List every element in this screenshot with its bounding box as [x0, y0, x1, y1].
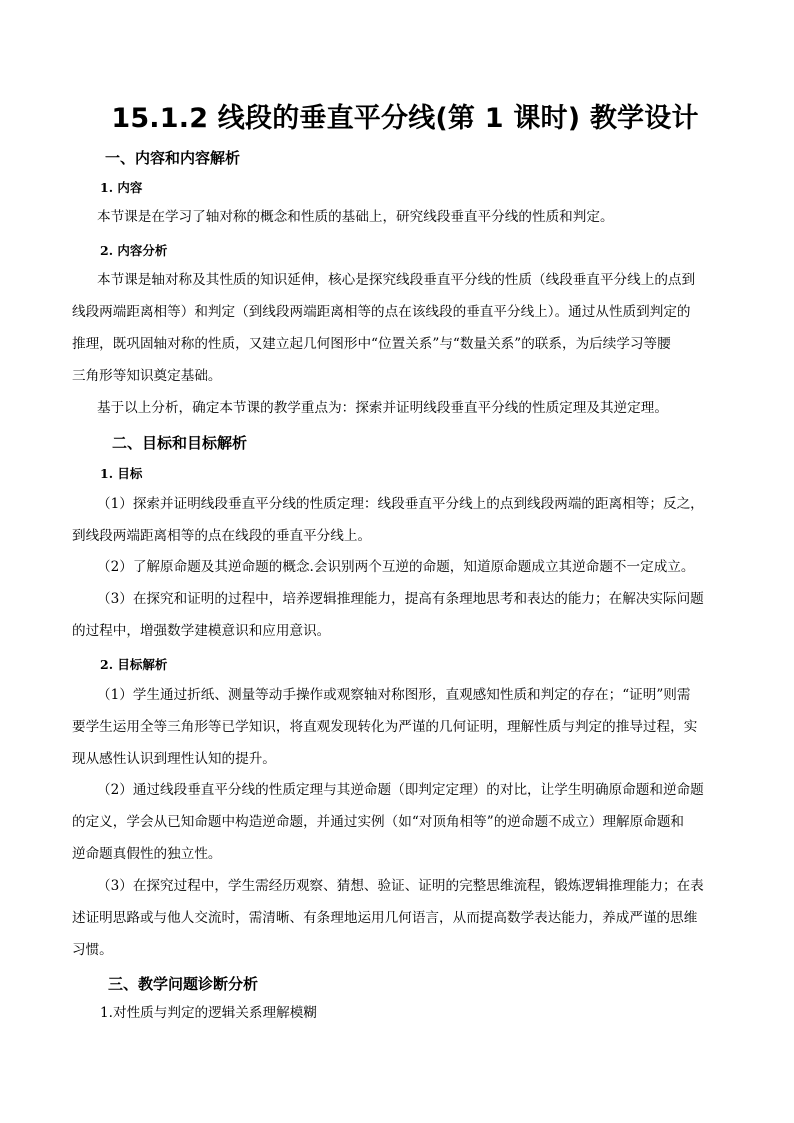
diagnosis-item: 1.对性质与判定的逻辑关系理解模糊 — [100, 1005, 317, 1021]
analysis-line: 现从感性认识到理性认知的提升。 — [72, 751, 276, 767]
section-heading-1: 一、内容和内容解析 — [105, 149, 241, 167]
goal-line: 到线段两端距离相等的点在线段的垂直平分线上。 — [72, 528, 372, 544]
analysis-line: 逆命题真假性的独立性。 — [72, 846, 222, 862]
paragraph-line: 三角形等知识奠定基础。 — [72, 368, 222, 384]
document-title: 15.1.2 线段的垂直平分线(第 1 课时) 教学设计 — [111, 103, 699, 134]
analysis-line: 述证明思路或与他人交流时，需清晰、有条理地运用几何语言，从而提高数学表达能力，养成严谨的思维 — [72, 910, 698, 926]
paragraph-line: 本节课是轴对称及其性质的知识延伸，核心是探究线段垂直平分线的性质（线段垂直平分线上的点到 — [97, 272, 696, 288]
goal-line: （3）在探究和证明的过程中，培养逻辑推理能力，提高有条理地思考和表达的能力；在解决实际问题 — [97, 591, 704, 607]
section-heading-3: 三、教学问题诊断分析 — [108, 975, 259, 993]
analysis-line: （2）通过线段垂直平分线的性质定理与其逆命题（即判定定理）的对比，让学生明确原命题和逆命题 — [97, 782, 704, 798]
analysis-line: 习惯。 — [72, 942, 113, 958]
goal-line: 的过程中，增强数学建模意识和应用意识。 — [72, 623, 331, 639]
section-heading-2: 二、目标和目标解析 — [112, 434, 248, 452]
goal-line: （1）探索并证明线段垂直平分线的性质定理：线段垂直平分线上的点到线段两端的距离相等；反之， — [97, 496, 704, 512]
subheading-content: 1. 内容 — [100, 180, 143, 195]
paragraph-line: 线段两端距离相等）和判定（到线段两端距离相等的点在该线段的垂直平分线上）。通过从性质到判定的 — [72, 304, 691, 320]
analysis-line: （1）学生通过折纸、测量等动手操作或观察轴对称图形，直观感知性质和判定的存在；“证明”则需 — [97, 687, 691, 703]
goal-line: （2）了解原命题及其逆命题的概念.会识别两个互逆的命题，知道原命题成立其逆命题不一定成立。 — [97, 559, 695, 575]
paragraph-line: 本节课是在学习了轴对称的概念和性质的基础上，研究线段垂直平分线的性质和判定。 — [97, 209, 614, 225]
subheading-goals: 1. 目标 — [100, 466, 143, 481]
analysis-line: 要学生运用全等三角形等已学知识，将直观发现转化为严谨的几何证明，理解性质与判定的推导过程，实 — [72, 719, 698, 735]
paragraph-line: 推理，既巩固轴对称的性质，又建立起几何图形中“位置关系”与“数量关系”的联系，为后续学习等腰 — [72, 336, 671, 352]
paragraph-line: 基于以上分析，确定本节课的教学重点为：探索并证明线段垂直平分线的性质定理及其逆定理。 — [97, 400, 668, 416]
analysis-line: 的定义，学会从已知命题中构造逆命题，并通过实例（如“对顶角相等”的逆命题不成立）理解原命题和 — [72, 814, 685, 830]
subheading-goal-analysis: 2. 目标解析 — [100, 657, 168, 672]
subheading-content-analysis: 2. 内容分析 — [100, 243, 168, 258]
analysis-line: （3）在探究过程中，学生需经历观察、猜想、验证、证明的完整思维流程，锻炼逻辑推理能力；在表 — [97, 878, 704, 894]
